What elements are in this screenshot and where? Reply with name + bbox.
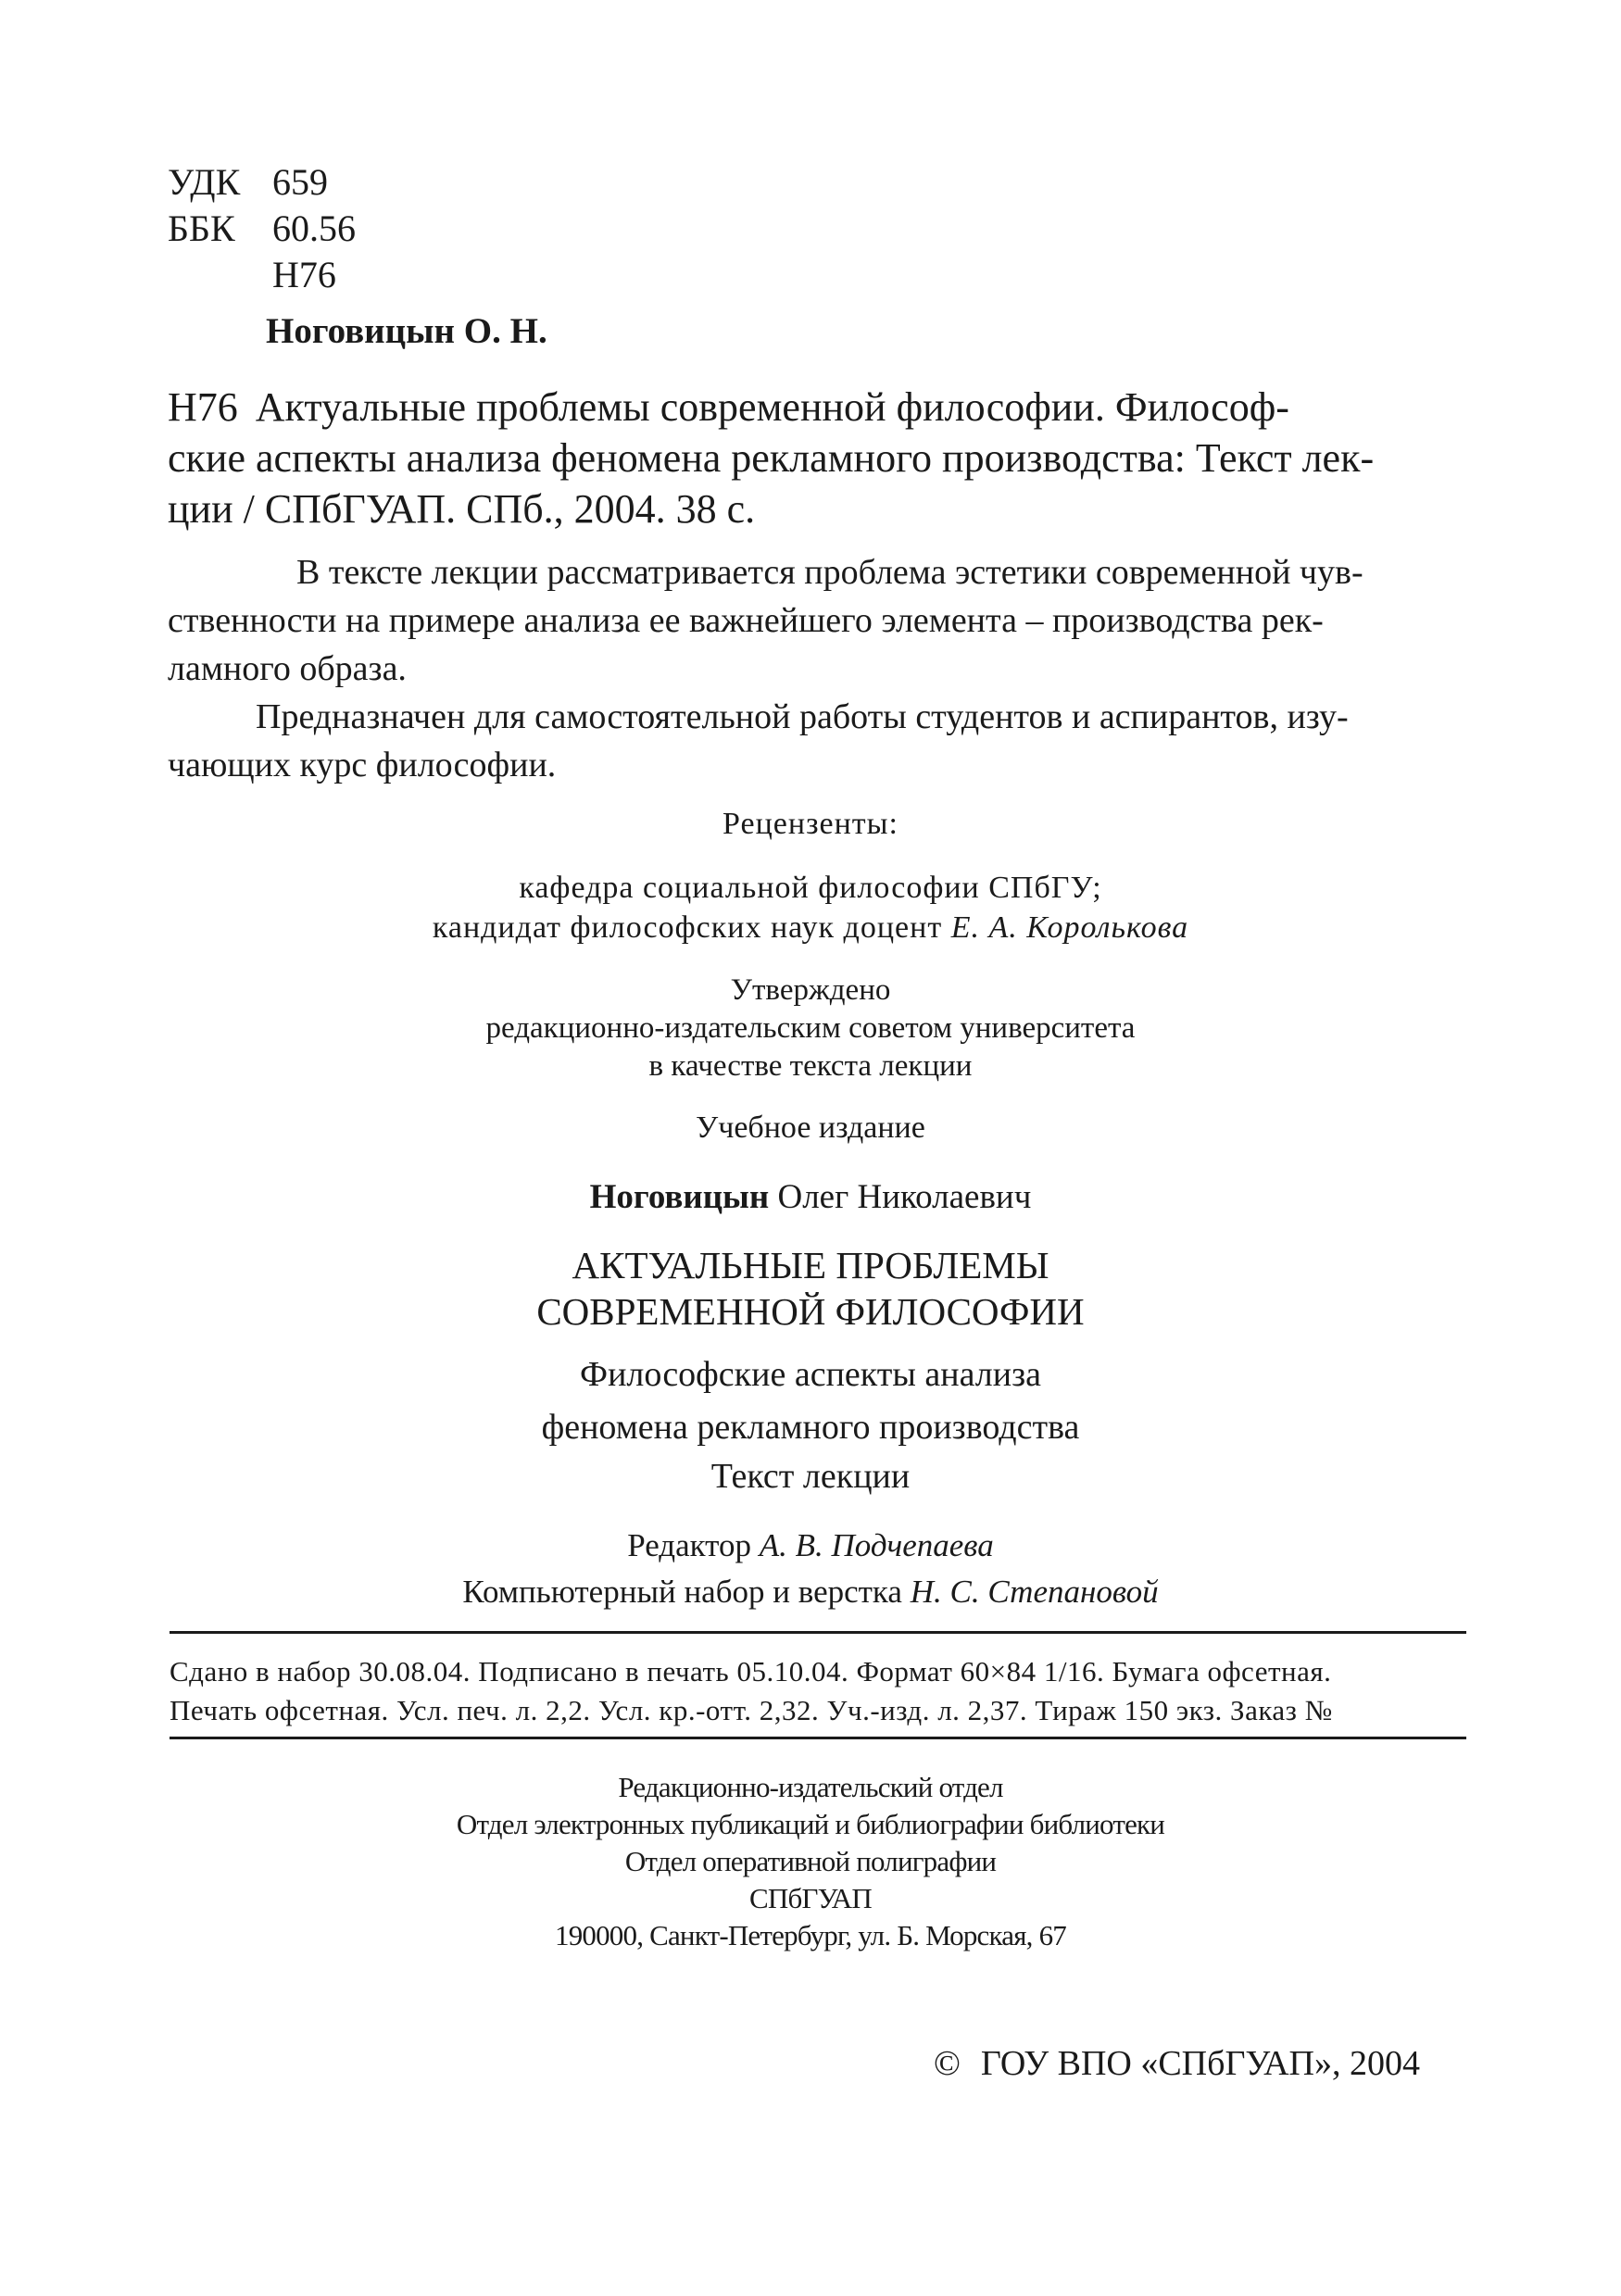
imprint-line-2: Печать офсетная. Усл. печ. л. 2,2. Усл. кр.-отт. 2,32. Уч.-изд. л. 2,37. Тираж 150 экз. Заказ № [170, 1694, 1333, 1726]
reviewer-2 [0, 908, 1621, 948]
abstract-p2-line1: Предназначен для самостоятельной работы студентов и аспирантов, изу- [256, 697, 1349, 736]
publisher-line-2: Отдел электронных публикаций и библиографии библиотеки [456, 1808, 1165, 1840]
copyright [934, 2041, 1420, 2086]
abstract-p1-line2: ственности на примере анализа ее важнейшего элемента – производства рек- [168, 601, 1324, 640]
copyright-text: ГОУ ВПО «СПбГУАП», 2004 [980, 2044, 1420, 2083]
bbk-line [168, 206, 356, 252]
author-surname: Ноговицын [589, 1178, 770, 1216]
bib-sign: Н76 [168, 384, 238, 430]
bib-line-3: ции / СПбГУАП. СПб., 2004. 38 с. [168, 486, 756, 532]
author-given-names: Олег Николаевич [769, 1178, 1032, 1216]
publisher-address: 190000, Санкт-Петербург, ул. Б. Морская, 67 [555, 1919, 1066, 1951]
typeset-name: Н. С. Степановой [910, 1574, 1159, 1610]
bbk-label: ББК [168, 207, 235, 249]
udk-line [168, 159, 328, 206]
subtitle-line-3: Текст лекции [710, 1457, 911, 1496]
bbk-value: 60.56 [272, 207, 356, 249]
approval-line-3: в качестве текста лекции [648, 1049, 973, 1083]
copyright-icon: © [934, 2044, 961, 2083]
bib-line-2: ские аспекты анализа феномена рекламного производства: Текст лек- [168, 435, 1375, 481]
udk-label: УДК [168, 161, 241, 203]
full-author [0, 1176, 1621, 1219]
title-line-2: СОВРЕМЕННОЙ ФИЛОСОФИИ [536, 1290, 1085, 1333]
reviewers-heading: Рецензенты: [723, 807, 898, 841]
edition-type: Учебное издание [696, 1110, 925, 1145]
imprint-top-rule [170, 1631, 1466, 1634]
approval-line-1: Утверждено [730, 973, 891, 1007]
abstract-p1-line1: В тексте лекции рассматривается проблема эстетики современной чув- [296, 553, 1363, 592]
typeset-line [0, 1571, 1621, 1613]
imprint-bottom-rule [170, 1737, 1466, 1739]
author-heading: Ноговицын О. Н. [266, 311, 547, 351]
editor-name: А. В. Подчепаева [759, 1527, 994, 1563]
title-line-1: АКТУАЛЬНЫЕ ПРОБЛЕМЫ [572, 1244, 1049, 1286]
bib-line-1 [168, 382, 1289, 433]
subtitle-line-1: Философские аспекты анализа [580, 1355, 1041, 1394]
udk-value: 659 [272, 161, 328, 203]
reviewer-2-title: кандидат философских наук доцент [432, 910, 951, 945]
abstract-p1-line3: ламного образа. [168, 649, 407, 688]
publisher-line-3: Отдел оперативной полиграфии [624, 1845, 997, 1877]
approval-line-2: редакционно-издательским советом университета [485, 1011, 1136, 1045]
reviewer-1: кафедра социальной философии СПбГУ; [519, 871, 1102, 905]
publisher-line-1: Редакционно-издательский отдел [618, 1771, 1003, 1803]
publisher-line-4: СПбГУАП [749, 1882, 872, 1914]
author-sign: Н76 [272, 254, 336, 295]
bib-line-1-text: Актуальные проблемы современной философии. Философ- [255, 384, 1289, 430]
editor-label: Редактор [627, 1527, 760, 1563]
imprint-line-1: Сдано в набор 30.08.04. Подписано в печать 05.10.04. Формат 60×84 1/16. Бумага офсетная. [170, 1655, 1332, 1687]
reviewer-2-name: Е. А. Королькова [950, 910, 1189, 945]
abstract-p2-line2: чающих курс философии. [168, 746, 557, 784]
editor-line [0, 1524, 1621, 1567]
subtitle-line-2: феномена рекламного производства [541, 1408, 1080, 1447]
typeset-label: Компьютерный набор и верстка [462, 1574, 911, 1610]
